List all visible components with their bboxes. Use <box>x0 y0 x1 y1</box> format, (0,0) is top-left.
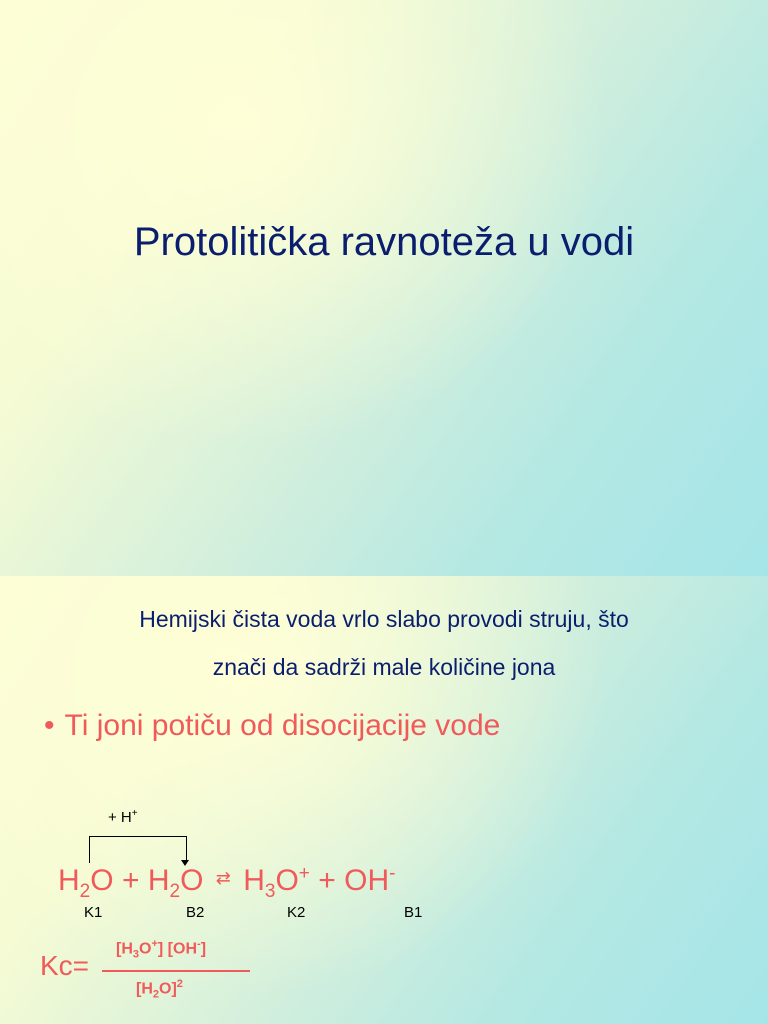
product-hydronium: $H_3O^+$ <box>243 863 310 902</box>
bullet-text: Ti joni potiču od disocijacije vode <box>64 709 501 742</box>
plus-sign: + <box>318 864 336 897</box>
plus-sign: + <box>121 864 140 897</box>
kc-numerator: $[H_3O^+]$ [OH-] <box>116 938 207 961</box>
intro-text-line-2: znači da sadrži male količine jona <box>212 654 556 680</box>
kc-label: Kc= <box>40 950 90 981</box>
dissociation-equation <box>58 854 395 912</box>
bullet-item <box>44 709 500 743</box>
kc-denominator: $[H_2O]^2$ <box>136 978 183 1001</box>
reactant-water-1: $H_2O$ <box>58 864 114 902</box>
bullet-dot: • <box>44 709 55 742</box>
kc-fraction-bar <box>102 970 250 972</box>
pair-label-k2: K2 <box>287 904 306 921</box>
pair-label-b2: B2 <box>186 904 205 921</box>
product-hydroxide: OH- <box>344 863 396 897</box>
intro-text-line-1: Hemijski čista voda vrlo slabo provodi struju, što <box>139 606 629 632</box>
proton-transfer-label: + H+ <box>108 808 138 826</box>
equilibrium-arrow-icon: ⇄ <box>215 868 231 888</box>
slide-title: Protolitička ravnoteža u vodi <box>133 220 635 264</box>
reactant-water-2: $H_2O$ <box>147 864 204 902</box>
slide-2 <box>0 576 768 1024</box>
pair-label-k1: K1 <box>84 904 103 921</box>
pair-label-b1: B1 <box>404 904 423 921</box>
